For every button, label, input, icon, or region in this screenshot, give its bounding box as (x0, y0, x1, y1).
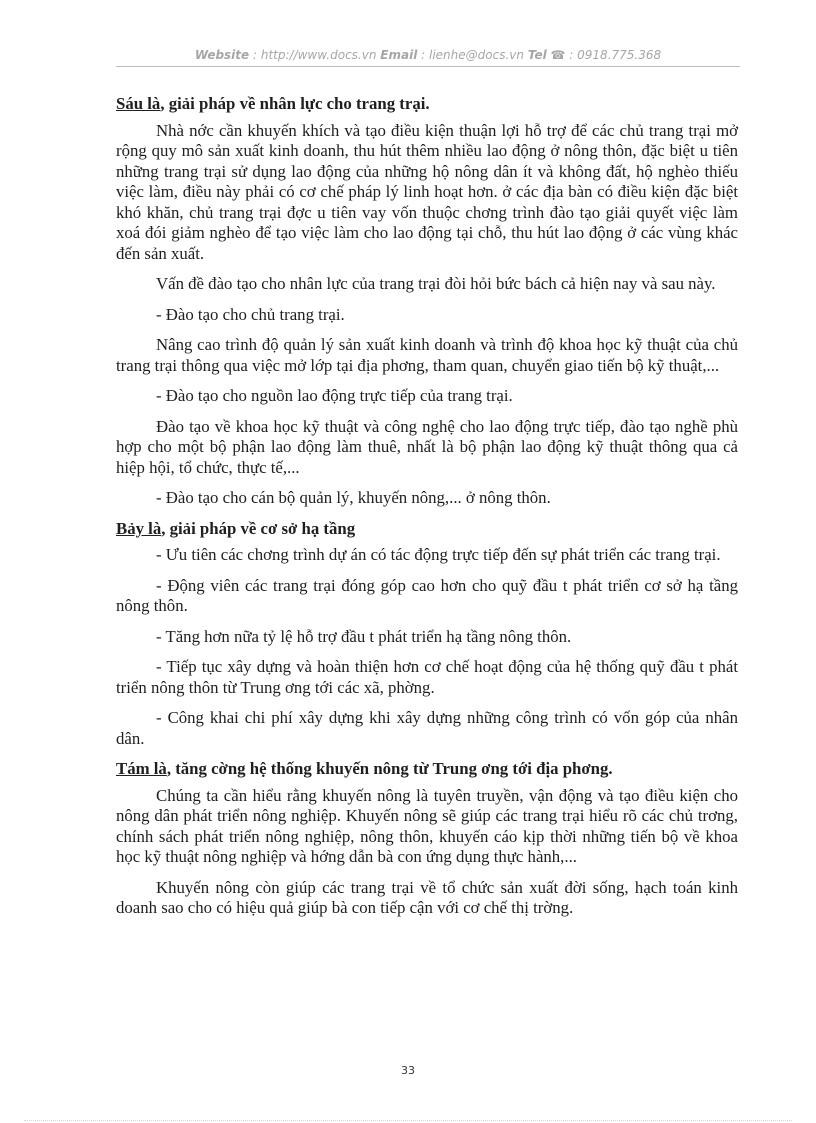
paragraph: - Công khai chi phí xây dựng khi xây dựng những công trình có vốn góp của nhân dân. (116, 708, 738, 748)
section-heading-8 (116, 759, 738, 780)
section-heading-text: , tăng cờng hệ thống khuyến nông từ Trung ơng tới địa phơng. (166, 759, 613, 778)
header-divider (116, 66, 740, 67)
paragraph: - Tăng hơn nữa tỷ lệ hỗ trợ đầu t phát triển hạ tầng nông thôn. (156, 626, 572, 646)
section-heading-lead: Tám là (116, 759, 167, 778)
tel-value: ☎ : 0918.775.368 (550, 48, 662, 62)
paragraph: Chúng ta cần hiểu rằng khuyến nông là tuyên truyền, vận động và tạo điều kiện cho nông dân phát triển nông nghiệp. Khuyến nông sẽ giúp các trang trại hiểu rõ các chủ trơng, chính sách phát triển nông nghiệp, nông thôn, khuyến cáo kịp thời những tiến bộ về khoa học kỹ thuật nông nghiệp và hớng dẫn bà con ứng dụng thực hành,... (116, 785, 738, 866)
section-heading-6 (116, 94, 738, 115)
paragraph: - Động viên các trang trại đóng góp cao hơn cho quỹ đầu t phát triển cơ sở hạ tầng nông thôn. (116, 575, 738, 615)
paragraph: Vấn đề đào tạo cho nhân lực của trang trại đòi hỏi bức bách cả hiện nay và sau này. (156, 274, 716, 293)
email-label: Email (380, 48, 418, 62)
section-heading-lead: Sáu là (116, 94, 161, 113)
email-value: : lienhe@docs.vn (421, 48, 524, 62)
paragraph: Nâng cao trình độ quản lý sản xuất kinh doanh và trình độ khoa học kỹ thuật của chủ trang trại thông qua việc mở lớp tại địa phơng, tham quan, chuyển giao tiến bộ kỹ thuật,... (116, 335, 738, 375)
website-label: Website (194, 48, 250, 62)
paragraph: - Đào tạo cho nguồn lao động trực tiếp của trang trại. (156, 386, 513, 405)
paragraph: - Ưu tiên các chơng trình dự án có tác động trực tiếp đến sự phát triển các trang trại. (156, 545, 721, 564)
document-body (116, 94, 738, 929)
tel-label: Tel (527, 48, 547, 62)
paragraph: Đào tạo về khoa học kỹ thuật và công nghệ cho lao động trực tiếp, đào tạo nghề phù hợp cho một bộ phận lao động làm thuê, nhất là bộ phận lao động kỹ thuật thông qua cả hiệp hội, tổ chức, thực tế,... (116, 416, 738, 477)
page-header (116, 48, 740, 62)
section-heading-text: , giải pháp về nhân lực cho trang trại. (160, 94, 430, 113)
paragraph: Nhà nớc cần khuyến khích và tạo điều kiện thuận lợi hỗ trợ để các chủ trang trại mở rộng quy mô sản xuất kinh doanh, thu hút thêm nhiều lao động ở nông thôn, đặc biệt u tiên những trang trại sử dụng lao động của những hộ nông dân ít và không đất, hộ nghèo thiếu việc làm, điều này phải có cơ chế pháp lý linh hoạt hơn. ở các địa bàn có điều kiện đặc biệt khó khăn, chủ trang trại đợc u tiên vay vốn thuộc chơng trình đào tạo giải quyết việc làm xoá đói giảm nghèo để tạo việc làm cho lao động tại chỗ, thu hút lao động ở các vùng khác đến sản xuất. (116, 120, 738, 263)
section-heading-text: , giải pháp về cơ sở hạ tầng (161, 518, 356, 538)
page-bottom-border (24, 1120, 792, 1121)
paragraph: - Đào tạo cho chủ trang trại. (156, 304, 345, 324)
website-value: : http://www.docs.vn (253, 48, 377, 62)
paragraph: - Đào tạo cho cán bộ quản lý, khuyến nông,... ở nông thôn. (156, 488, 551, 507)
section-heading-lead: Bảy là (116, 518, 162, 538)
paragraph: - Tiếp tục xây dựng và hoàn thiện hơn cơ chế hoạt động của hệ thống quỹ đầu t phát triển nông thôn từ Trung ơng tới các xã, phờng. (116, 657, 738, 697)
page-number: 33 (401, 1064, 415, 1077)
paragraph: Khuyến nông còn giúp các trang trại về tổ chức sản xuất đời sống, hạch toán kinh doanh sao cho có hiệu quả giúp bà con tiếp cận với cơ chế thị trờng. (116, 877, 738, 917)
section-heading-7 (116, 519, 738, 540)
